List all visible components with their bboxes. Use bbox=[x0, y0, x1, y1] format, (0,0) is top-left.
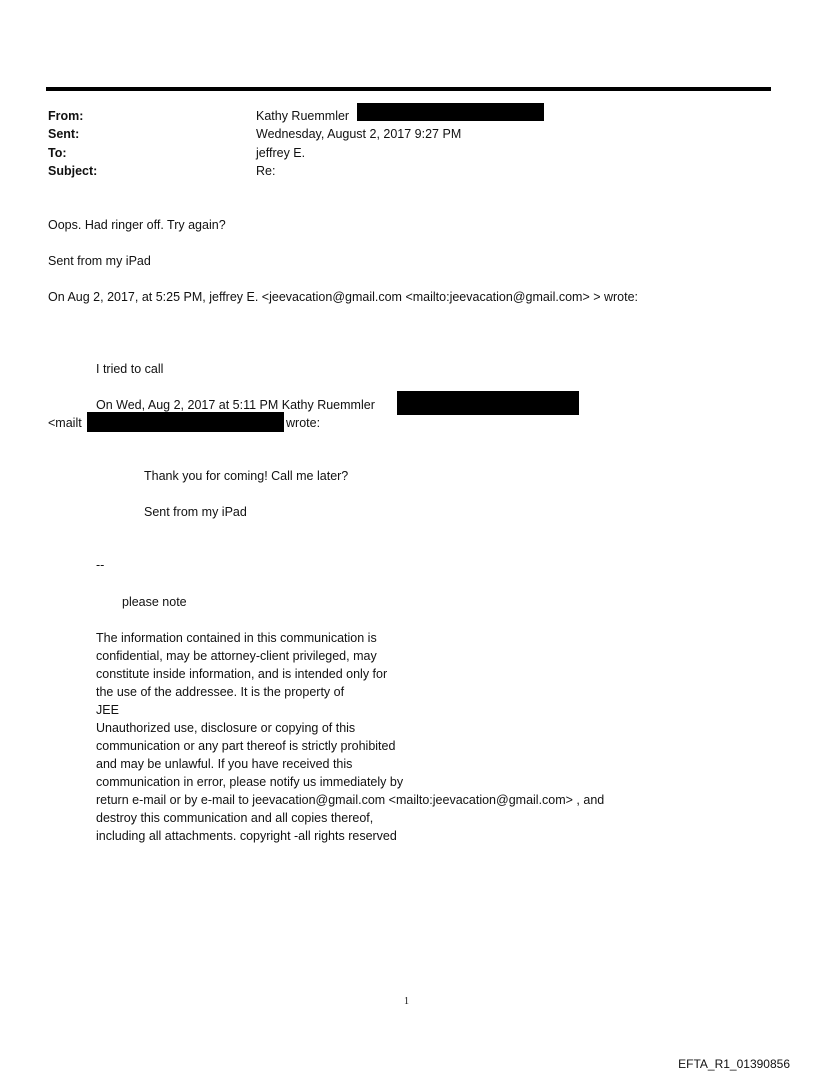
quoted-message-line: I tried to call bbox=[96, 362, 164, 376]
subject-label: Subject: bbox=[48, 164, 98, 178]
page-number: 1 bbox=[404, 996, 409, 1007]
redaction-box bbox=[87, 412, 284, 432]
to-label: To: bbox=[48, 146, 67, 160]
sent-value: Wednesday, August 2, 2017 9:27 PM bbox=[256, 127, 462, 141]
signature: Sent from my iPad bbox=[48, 254, 151, 268]
signature-separator: -- bbox=[96, 558, 105, 572]
disclaimer-line: Unauthorized use, disclosure or copying of this bbox=[96, 721, 356, 735]
quote-intro: On Aug 2, 2017, at 5:25 PM, jeffrey E. <jeevacation@gmail.com <mailto:jeevacation@gmail.com> > wrote: bbox=[48, 290, 639, 304]
disclaimer-line: The information contained in this communication is bbox=[96, 631, 377, 645]
disclaimer-line: confidential, may be attorney-client privileged, may bbox=[96, 649, 377, 663]
from-value: Kathy Ruemmler bbox=[256, 109, 350, 123]
mail-prefix: <mailt bbox=[48, 416, 82, 430]
to-value: jeffrey E. bbox=[256, 146, 306, 160]
from-label: From: bbox=[48, 109, 84, 123]
disclaimer-line: communication in error, please notify us immediately by bbox=[96, 775, 404, 789]
disclaimer-line: including all attachments. copyright -all rights reserved bbox=[96, 829, 397, 843]
subject-value: Re: bbox=[256, 164, 276, 178]
disclaimer-line: JEE bbox=[96, 703, 119, 717]
document-id: EFTA_R1_01390856 bbox=[678, 1057, 790, 1071]
disclaimer-line: and may be unlawful. If you have received this bbox=[96, 757, 353, 771]
disclaimer-line: return e-mail or by e-mail to jeevacation@gmail.com <mailto:jeevacation@gmail.com> , and bbox=[96, 793, 605, 807]
header-rule bbox=[46, 87, 771, 91]
redaction-box bbox=[357, 103, 544, 121]
please-note: please note bbox=[122, 595, 187, 609]
quoted-message-line: Thank you for coming! Call me later? bbox=[144, 469, 349, 483]
redaction-box bbox=[397, 391, 579, 415]
sent-label: Sent: bbox=[48, 127, 80, 141]
message-line: Oops. Had ringer off. Try again? bbox=[48, 218, 226, 232]
signature: Sent from my iPad bbox=[144, 505, 247, 519]
disclaimer-line: destroy this communication and all copies thereof, bbox=[96, 811, 374, 825]
wrote-text: wrote: bbox=[286, 416, 321, 430]
disclaimer-line: the use of the addressee. It is the property of bbox=[96, 685, 345, 699]
disclaimer-line: constitute inside information, and is intended only for bbox=[96, 667, 388, 681]
quote-intro-nested: On Wed, Aug 2, 2017 at 5:11 PM Kathy Ruemmler bbox=[96, 398, 375, 412]
disclaimer-line: communication or any part thereof is strictly prohibited bbox=[96, 739, 396, 753]
disclaimer bbox=[96, 629, 604, 845]
